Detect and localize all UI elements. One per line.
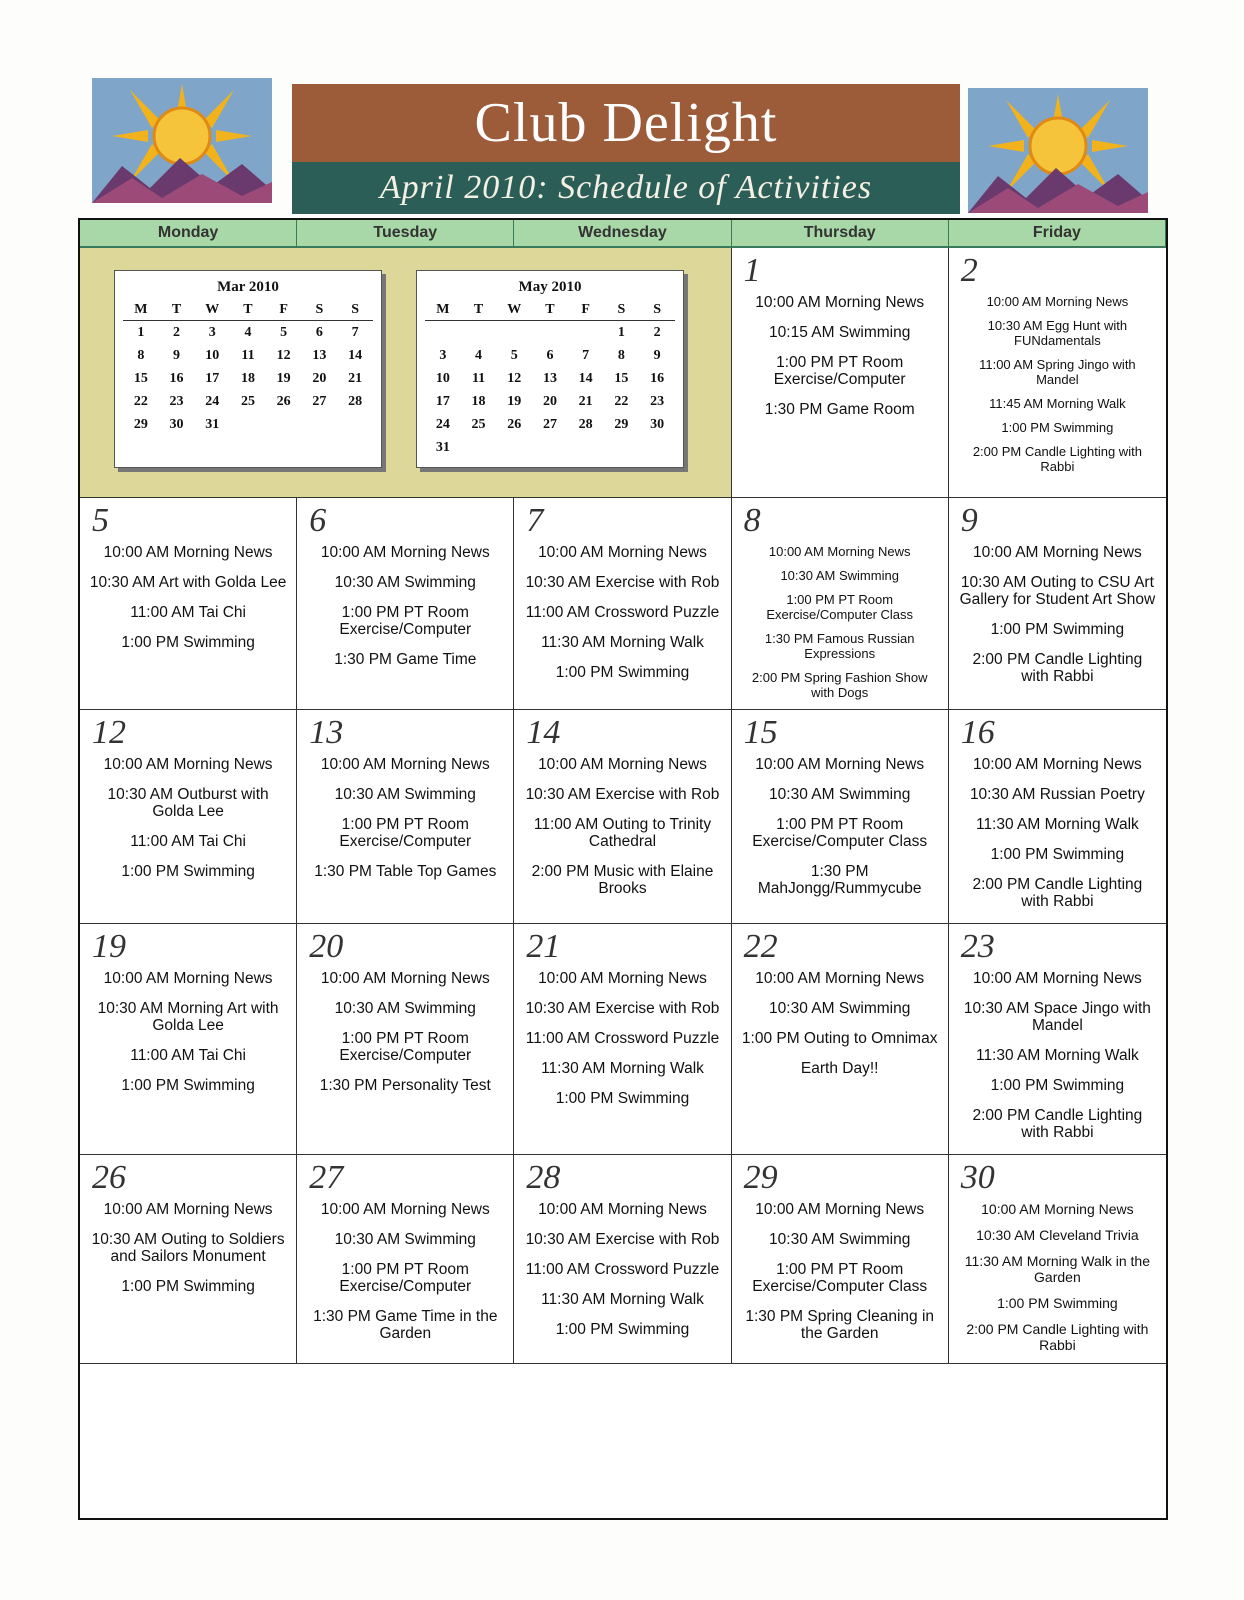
activity-item: 10:30 AM Swimming (334, 786, 476, 803)
day-number: 27 (309, 1159, 344, 1196)
activity-item: 10:30 AM Swimming (780, 568, 899, 583)
day-cell-26 (80, 1155, 297, 1364)
activity-list (522, 544, 722, 681)
activity-item: 2:00 PM Candle Lighting with Rabbi (972, 444, 1142, 474)
day-cell-20 (297, 924, 514, 1155)
activity-item: 10:00 AM Morning News (972, 756, 1142, 773)
activity-list (740, 1201, 940, 1342)
mini-calendar-date: 22 (614, 393, 629, 409)
mini-calendar-date: 20 (312, 370, 327, 386)
day-number: 29 (743, 1159, 778, 1196)
mini-calendar-date: 22 (133, 393, 148, 409)
activity-list (740, 970, 940, 1077)
day-header-thursday: Thursday (732, 220, 949, 248)
mini-calendar-date: 28 (348, 393, 363, 409)
day-number: 14 (526, 714, 561, 751)
weekday-label: M (123, 300, 159, 321)
weekday-label: T (461, 300, 497, 321)
activity-item: 10:00 AM Morning News (538, 756, 707, 773)
activity-item: 1:30 PM Personality Test (319, 1077, 491, 1094)
mini-calendar-date (230, 413, 266, 436)
weekday-label: T (532, 300, 568, 321)
mini-calendar-date: 27 (312, 393, 327, 409)
activity-item: 10:00 AM Morning News (972, 970, 1142, 987)
day-cell-9 (949, 498, 1166, 710)
mini-calendar-date: 6 (546, 347, 554, 363)
mini-calendar-date (604, 436, 640, 459)
activity-item: 10:30 AM Cleveland Trivia (976, 1227, 1139, 1243)
mini-calendar-date (266, 413, 302, 436)
activity-item: 1:00 PM PT Room Exercise/Computer (339, 1261, 472, 1295)
mini-calendar-date: 24 (205, 393, 220, 409)
activity-item: 10:00 AM Morning News (972, 544, 1142, 561)
activity-item: 10:00 AM Morning News (768, 544, 911, 559)
day-cell-8 (732, 498, 949, 710)
mini-calendar-date: 27 (542, 416, 557, 432)
calendar-grid (78, 218, 1168, 1520)
day-header-friday: Friday (949, 220, 1166, 248)
activity-item: 10:00 AM Morning News (981, 1201, 1134, 1217)
activity-item: 1:00 PM PT Room Exercise/Computer (339, 816, 472, 850)
day-number: 30 (960, 1159, 995, 1196)
mini-calendar-date: 30 (650, 416, 665, 432)
day-number: 22 (743, 928, 778, 965)
weekday-label: T (230, 300, 266, 321)
activity-item: 2:00 PM Candle Lighting with Rabbi (972, 1107, 1143, 1141)
activity-item: 1:00 PM PT Room Exercise/Computer (339, 604, 472, 638)
day-number: 8 (743, 502, 761, 539)
day-cell-15 (732, 710, 949, 924)
day-cell-13 (297, 710, 514, 924)
mini-calendar-date: 1 (137, 324, 145, 340)
mini-calendar-date: 21 (578, 393, 593, 409)
day-header-monday: Monday (80, 220, 297, 248)
activity-item: 2:00 PM Candle Lighting with Rabbi (972, 876, 1143, 910)
mini-calendar-date (639, 436, 675, 459)
day-number: 5 (92, 502, 109, 539)
mini-calendar-date: 7 (351, 324, 359, 340)
activity-item: Earth Day!! (800, 1060, 879, 1077)
day-number: 15 (743, 714, 778, 751)
day-cell-19 (80, 924, 297, 1155)
weekday-label: S (302, 300, 338, 321)
day-number: 20 (309, 928, 344, 965)
activity-list (957, 970, 1158, 1141)
mini-calendar-date (461, 436, 497, 459)
activity-item: 2:00 PM Candle Lighting with Rabbi (972, 651, 1143, 685)
activity-item: 1:30 PM Game Room (764, 401, 915, 418)
activity-item: 10:30 AM Outing to Soldiers and Sailors Monument (91, 1231, 285, 1265)
activity-item: 1:00 PM Swimming (555, 1090, 690, 1107)
mini-calendar-date (425, 321, 461, 345)
activity-item: 10:00 AM Morning News (538, 544, 707, 561)
mini-calendar-date: 29 (133, 416, 148, 432)
activity-item: 1:00 PM Swimming (997, 1295, 1118, 1311)
mini-calendar-date: 19 (507, 393, 522, 409)
day-header-wednesday: Wednesday (514, 220, 731, 248)
activity-list (88, 1201, 288, 1295)
day-number: 7 (526, 502, 544, 539)
mini-calendar-date: 12 (276, 347, 291, 363)
mini-calendar-date: 30 (169, 416, 184, 432)
mini-calendar-week (425, 367, 675, 390)
activity-item: 10:30 AM Morning Art with Golda Lee (97, 1000, 279, 1034)
mini-calendar-panel (80, 248, 732, 498)
mini-calendar-may (416, 270, 684, 468)
day-number: 28 (526, 1159, 561, 1196)
mini-calendar-date: 25 (240, 393, 255, 409)
mini-calendar-date: 15 (133, 370, 148, 386)
activity-item: 1:00 PM PT Room Exercise/Computer (773, 354, 906, 388)
activity-item: 2:00 PM Music with Elaine Brooks (531, 863, 714, 897)
day-number: 2 (960, 252, 978, 289)
weekday-label: S (337, 300, 373, 321)
activity-item: 10:00 AM Morning News (538, 970, 707, 987)
day-number: 9 (960, 502, 978, 539)
mini-calendar-date: 9 (173, 347, 181, 363)
weekday-label: S (639, 300, 675, 321)
mini-calendar-date: 23 (650, 393, 665, 409)
mini-calendar-date (337, 413, 373, 436)
day-cell-5 (80, 498, 297, 710)
activity-list (522, 970, 722, 1107)
mini-calendar-week (425, 436, 675, 459)
day-cell-7 (514, 498, 731, 710)
activity-item: 10:30 AM Swimming (334, 1231, 476, 1248)
day-cell-12 (80, 710, 297, 924)
activity-item: 10:30 AM Exercise with Rob (525, 786, 720, 803)
mini-calendar-week (123, 390, 373, 413)
activity-item: 2:00 PM Candle Lighting with Rabbi (966, 1321, 1149, 1353)
mini-calendar-week (425, 321, 675, 345)
activity-item: 11:00 AM Tai Chi (130, 1047, 246, 1064)
activity-item: 10:15 AM Swimming (769, 324, 911, 341)
activity-item: 1:00 PM Outing to Omnimax (741, 1030, 938, 1047)
activity-item: 10:00 AM Morning News (538, 1201, 707, 1218)
mini-calendar-date: 26 (507, 416, 522, 432)
mini-calendar-week (425, 344, 675, 367)
mini-calendar-date: 31 (435, 439, 450, 455)
activity-item: 11:00 AM Crossword Puzzle (525, 1030, 720, 1047)
mini-calendar-date: 3 (439, 347, 447, 363)
activity-list (305, 1201, 505, 1342)
activity-item: 10:30 AM Swimming (334, 1000, 476, 1017)
mini-calendar-date: 14 (348, 347, 363, 363)
activity-item: 10:30 AM Swimming (334, 574, 476, 591)
activity-list (305, 544, 505, 668)
weekday-label: F (568, 300, 604, 321)
mini-calendar-date: 17 (205, 370, 220, 386)
activity-item: 10:30 AM Swimming (769, 1231, 911, 1248)
mini-calendar-date: 20 (542, 393, 557, 409)
activity-item: 10:00 AM Morning News (103, 970, 273, 987)
mini-calendar-date: 3 (208, 324, 216, 340)
activity-item: 10:30 AM Exercise with Rob (525, 1231, 720, 1248)
day-cell-16 (949, 710, 1166, 924)
mini-calendar-date: 31 (205, 416, 220, 432)
activity-item: 1:00 PM Swimming (990, 621, 1125, 638)
activity-item: 1:00 PM Swimming (555, 1321, 690, 1338)
mini-calendar-date: 5 (510, 347, 518, 363)
activity-item: 10:00 AM Morning News (986, 294, 1129, 309)
mini-calendar-date: 23 (169, 393, 184, 409)
activity-item: 10:30 AM Egg Hunt with FUNdamentals (987, 318, 1128, 348)
activity-item: 1:30 PM Table Top Games (314, 863, 497, 880)
mini-calendar-week (123, 413, 373, 436)
day-number: 26 (92, 1159, 126, 1196)
activity-item: 10:00 AM Morning News (320, 970, 490, 987)
activity-item: 1:30 PM Famous Russian Expressions (764, 631, 915, 661)
activity-item: 10:00 AM Morning News (755, 756, 925, 773)
mini-calendar-date: 10 (205, 347, 220, 363)
day-number: 12 (92, 714, 126, 751)
day-number: 21 (526, 928, 561, 965)
activity-item: 10:30 AM Art with Golda Lee (89, 574, 287, 591)
day-cell-22 (732, 924, 949, 1155)
day-cell-14 (514, 710, 731, 924)
mini-calendar-table (425, 300, 675, 459)
day-header-tuesday: Tuesday (297, 220, 514, 248)
sun-mountain-artwork-right (968, 88, 1148, 213)
mini-calendar-date: 21 (348, 370, 363, 386)
mini-calendar-date: 1 (617, 324, 625, 340)
mini-calendar-march (114, 270, 382, 468)
mini-calendar-date: 13 (312, 347, 327, 363)
activity-item: 11:00 AM Tai Chi (130, 604, 246, 621)
activity-item: 10:00 AM Morning News (103, 1201, 273, 1218)
mini-calendar-date: 12 (507, 370, 522, 386)
activity-list (740, 544, 940, 700)
weekday-label: F (266, 300, 302, 321)
weekday-label: S (604, 300, 640, 321)
mini-calendar-date: 8 (137, 347, 145, 363)
weekday-label: W (496, 300, 532, 321)
mini-calendar-date: 13 (542, 370, 557, 386)
activity-item: 10:00 AM Morning News (103, 756, 273, 773)
day-cell-2 (949, 248, 1166, 498)
day-number: 6 (309, 502, 327, 539)
day-cell-23 (949, 924, 1166, 1155)
mini-calendar-date: 11 (471, 370, 486, 386)
day-number: 16 (960, 714, 995, 751)
activity-list (305, 970, 505, 1094)
subtitle-banner (292, 162, 960, 214)
activity-item: 2:00 PM Spring Fashion Show with Dogs (751, 670, 928, 700)
activity-item: 11:30 AM Morning Walk (541, 1060, 704, 1077)
activity-item: 1:30 PM Spring Cleaning in the Garden (745, 1308, 935, 1342)
activity-item: 11:00 AM Outing to Trinity Cathedral (533, 816, 712, 850)
activity-list (740, 756, 940, 897)
activity-item: 11:00 AM Tai Chi (130, 833, 246, 850)
mini-calendar-date (461, 321, 497, 345)
activity-item: 10:00 AM Morning News (320, 1201, 490, 1218)
weekday-row (425, 300, 675, 321)
mini-calendar-date: 19 (276, 370, 291, 386)
activity-item: 10:30 AM Exercise with Rob (525, 574, 720, 591)
activity-item: 1:30 PM Game Time (334, 651, 477, 668)
mini-calendar-week (123, 344, 373, 367)
activity-item: 10:30 AM Russian Poetry (969, 786, 1145, 803)
mini-calendar-date: 24 (435, 416, 450, 432)
activity-list (957, 756, 1158, 910)
mini-calendar-week (425, 390, 675, 413)
mini-calendar-date: 16 (169, 370, 184, 386)
mini-calendar-week (425, 413, 675, 436)
page-subtitle: April 2010: Schedule of Activities (379, 169, 873, 206)
mini-calendar-date: 14 (578, 370, 593, 386)
activity-list (957, 1201, 1158, 1353)
activity-item: 11:30 AM Morning Walk (975, 1047, 1139, 1064)
mini-calendar-title: Mar 2010 (217, 279, 279, 295)
mini-calendar-date: 2 (173, 324, 181, 340)
activity-item: 10:00 AM Morning News (103, 544, 273, 561)
activity-item: 10:00 AM Morning News (320, 756, 490, 773)
mini-calendar-date (568, 321, 604, 345)
activity-item: 10:00 AM Morning News (320, 544, 490, 561)
mini-calendar-date: 18 (240, 370, 255, 386)
day-cell-27 (297, 1155, 514, 1364)
activity-list (88, 970, 288, 1094)
mini-calendar-date: 17 (435, 393, 450, 409)
mini-calendar-date: 6 (315, 324, 323, 340)
mini-calendar-date: 29 (614, 416, 629, 432)
activity-list (957, 294, 1158, 474)
activity-list (522, 756, 722, 897)
day-number: 13 (309, 714, 344, 751)
mini-calendar-date (532, 321, 568, 345)
activity-list (957, 544, 1158, 685)
activity-item: 11:45 AM Morning Walk (989, 396, 1126, 411)
mini-calendar-date: 2 (653, 324, 661, 340)
mini-calendar-week (123, 321, 373, 345)
mini-calendar-date: 16 (650, 370, 665, 386)
activity-item: 11:30 AM Morning Walk (541, 634, 704, 651)
mini-calendar-table (123, 300, 373, 436)
activity-item: 11:30 AM Morning Walk in the Garden (964, 1253, 1150, 1285)
mini-calendar-week (123, 367, 373, 390)
activity-item: 11:00 AM Crossword Puzzle (525, 1261, 720, 1278)
activity-item: 10:30 AM Swimming (769, 786, 911, 803)
mini-calendar-date (496, 321, 532, 345)
mini-calendar-date: 18 (471, 393, 486, 409)
activity-item: 1:00 PM PT Room Exercise/Computer (339, 1030, 472, 1064)
mini-calendar-date: 5 (280, 324, 288, 340)
day-cell-28 (514, 1155, 731, 1364)
mini-calendar-date: 10 (435, 370, 450, 386)
activity-list (88, 544, 288, 651)
day-number: 1 (743, 252, 761, 289)
activity-item: 1:00 PM Swimming (121, 634, 255, 651)
activity-list (305, 756, 505, 880)
mini-calendar-date: 4 (244, 324, 252, 340)
activity-item: 11:30 AM Morning Walk (975, 816, 1139, 833)
activity-item: 1:00 PM PT Room Exercise/Computer Class (766, 592, 914, 622)
day-cell-1 (732, 248, 949, 498)
activity-item: 11:00 AM Spring Jingo with Mandel (979, 357, 1136, 387)
mini-calendar-date: 28 (578, 416, 593, 432)
activity-item: 10:30 AM Outburst with Golda Lee (107, 786, 269, 820)
activity-item: 11:00 AM Crossword Puzzle (525, 604, 720, 621)
activity-item: 10:00 AM Morning News (755, 970, 925, 987)
activity-item: 11:30 AM Morning Walk (541, 1291, 704, 1308)
mini-calendar-date: 15 (614, 370, 629, 386)
activity-list (740, 294, 940, 418)
day-cell-29 (732, 1155, 949, 1364)
day-number: 19 (92, 928, 126, 965)
day-number: 23 (960, 928, 995, 965)
mini-calendar-date: 25 (471, 416, 486, 432)
activity-item: 1:00 PM PT Room Exercise/Computer Class (752, 816, 928, 850)
activity-list (522, 1201, 722, 1338)
weekday-label: M (425, 300, 461, 321)
sun-mountain-artwork-left (92, 78, 272, 203)
mini-calendar-date: 26 (276, 393, 291, 409)
activity-item: 10:30 AM Space Jingo with Mandel (963, 1000, 1151, 1034)
mini-calendar-date: 4 (475, 347, 483, 363)
mini-calendar-date: 11 (241, 347, 255, 363)
day-cell-30 (949, 1155, 1166, 1364)
activity-list (88, 756, 288, 880)
activity-item: 10:30 AM Exercise with Rob (525, 1000, 720, 1017)
mini-calendar-date (532, 436, 568, 459)
day-cell-6 (297, 498, 514, 710)
weekday-row (123, 300, 373, 321)
mini-calendar-date: 8 (617, 347, 625, 363)
activity-item: 10:30 AM Outing to CSU Art Gallery for Student Art Show (959, 574, 1156, 608)
activity-item: 1:00 PM Swimming (121, 1077, 255, 1094)
weekday-label: W (194, 300, 230, 321)
activity-item: 1:00 PM Swimming (121, 863, 255, 880)
mini-calendar-date (302, 413, 338, 436)
activity-item: 1:30 PM MahJongg/Rummycube (757, 863, 922, 897)
weekday-label: T (159, 300, 195, 321)
mini-calendar-date: 9 (653, 347, 661, 363)
activity-item: 1:00 PM Swimming (1001, 420, 1114, 435)
mini-calendar-date (496, 436, 532, 459)
activity-item: 1:00 PM Swimming (555, 664, 690, 681)
activity-item: 10:30 AM Swimming (769, 1000, 911, 1017)
title-banner (292, 84, 960, 162)
page-title: Club Delight (474, 92, 778, 154)
mini-calendar-date: 7 (582, 347, 590, 363)
activity-item: 10:00 AM Morning News (755, 294, 925, 311)
activity-item: 1:00 PM Swimming (121, 1278, 255, 1295)
mini-calendar-title: May 2010 (518, 279, 582, 295)
day-cell-21 (514, 924, 731, 1155)
mini-calendar-date (568, 436, 604, 459)
activity-item: 10:00 AM Morning News (755, 1201, 925, 1218)
activity-item: 1:00 PM PT Room Exercise/Computer Class (752, 1261, 928, 1295)
activity-item: 1:30 PM Game Time in the Garden (313, 1308, 498, 1342)
activity-item: 1:00 PM Swimming (990, 1077, 1125, 1094)
activity-item: 1:00 PM Swimming (990, 846, 1125, 863)
